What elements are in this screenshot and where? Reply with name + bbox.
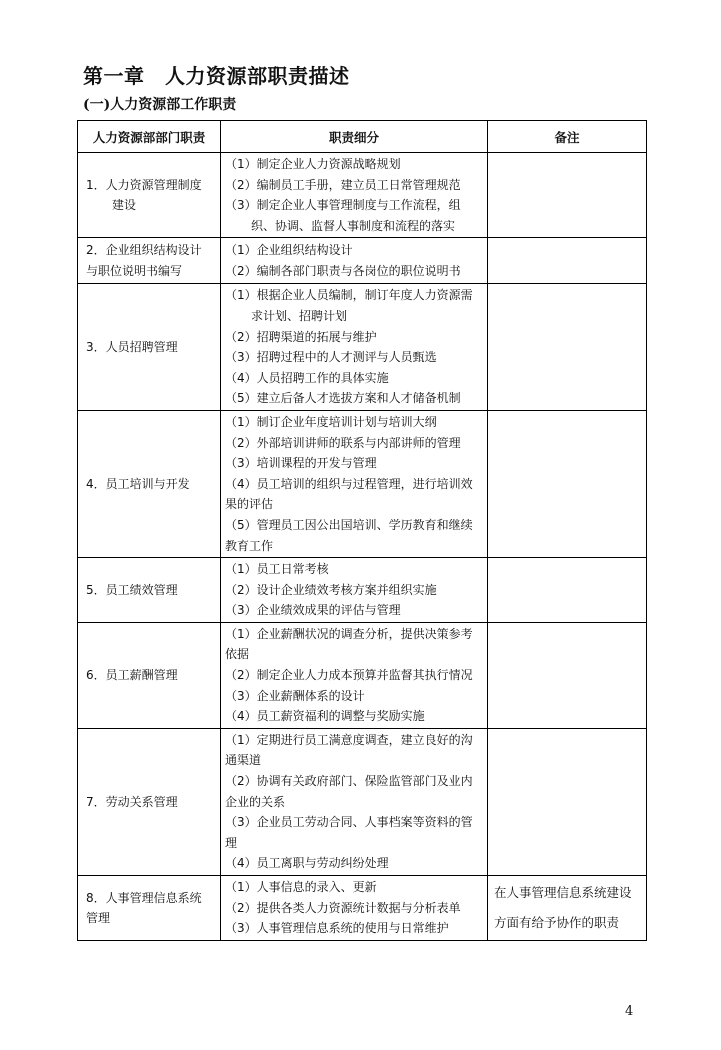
- duty-cell: 3．人员招聘管理: [78, 284, 221, 411]
- detail-line: （3）企业薪酬体系的设计: [225, 688, 365, 703]
- section-title: (一)人力资源部工作职责: [83, 97, 237, 113]
- detail-line: （3）企业员工劳动合同、人事档案等资料的管理: [225, 815, 473, 850]
- detail-line: （2）提供各类人力资源统计数据与分析表单: [225, 900, 461, 915]
- header-note: 备注: [488, 121, 647, 153]
- note-cell: [488, 238, 647, 284]
- details-cell: [221, 284, 488, 411]
- detail-line: （2）编制员工手册，建立员工日常管理规范: [225, 177, 461, 192]
- detail-line: （4）员工薪资福利的调整与奖励实施: [225, 709, 425, 724]
- details-cell: [221, 876, 488, 941]
- details-cell: [221, 558, 488, 623]
- detail-line: （3）制定企业人事管理制度与工作流程，组织、协调、监督人事制度和流程的落实: [225, 198, 461, 233]
- duty-cell: 7．劳动关系管理: [78, 728, 221, 875]
- detail-line: （4）人员招聘工作的具体实施: [225, 370, 389, 385]
- details-cell: [221, 153, 488, 238]
- detail-line: （1）人事信息的录入、更新: [225, 880, 377, 895]
- note-cell: [488, 622, 647, 728]
- duty-cell: 1．人力资源管理制度建设: [78, 153, 221, 238]
- table-row: [78, 284, 647, 411]
- page-number: 4: [625, 1004, 634, 1019]
- duties-table: [77, 120, 647, 941]
- details-cell: [221, 410, 488, 557]
- detail-line: （3）人事管理信息系统的使用与日常维护: [225, 921, 449, 936]
- detail-line: （3）企业绩效成果的评估与管理: [225, 603, 401, 618]
- duty-cell: 2．企业组织结构设计与职位说明书编写: [78, 238, 221, 284]
- details-cell: [221, 238, 488, 284]
- detail-line: （5）管理员工因公出国培训、学历教育和继续教育工作: [225, 517, 473, 553]
- note-cell: [488, 153, 647, 238]
- detail-line: （1）制订企业年度培训计划与培训大纲: [225, 414, 437, 429]
- detail-line: （4）员工离职与劳动纠纷处理: [225, 856, 389, 871]
- detail-line: （2）协调有关政府部门、保险监管部门及业内企业的关系: [225, 774, 473, 809]
- detail-line: （3）招聘过程中的人才测评与人员甄选: [225, 350, 437, 365]
- detail-line: （1）根据企业人员编制，制订年度人力资源需求计划、招聘计划: [225, 288, 473, 323]
- note-cell: [488, 728, 647, 875]
- chapter-title: 第一章 人力资源部职责描述: [83, 64, 350, 88]
- table-row: [78, 728, 647, 875]
- table-row: [78, 876, 647, 941]
- detail-line: （4）员工培训的组织与过程管理，进行培训效果的评估: [225, 476, 473, 512]
- header-duty: 人力资源部部门职责: [78, 121, 221, 153]
- detail-line: （1）企业薪酬状况的调查分析，提供决策参考依据: [225, 626, 473, 662]
- detail-line: （1）员工日常考核: [225, 562, 329, 577]
- header-details: 职责细分: [221, 121, 488, 153]
- detail-line: （3）培训课程的开发与管理: [225, 456, 377, 471]
- note-cell: [488, 558, 647, 623]
- note-cell: [488, 284, 647, 411]
- duty-cell: 6．员工薪酬管理: [78, 622, 221, 728]
- details-cell: [221, 622, 488, 728]
- detail-line: （2）编制各部门职责与各岗位的职位说明书: [225, 263, 461, 278]
- table-row: [78, 238, 647, 284]
- table-row: [78, 410, 647, 557]
- detail-line: （1）企业组织结构设计: [225, 243, 353, 258]
- table-row: [78, 153, 647, 238]
- note-cell: [488, 410, 647, 557]
- detail-line: （1）定期进行员工满意度调查，建立良好的沟通渠道: [225, 732, 473, 768]
- detail-line: （1）制定企业人力资源战略规划: [225, 157, 401, 171]
- duty-cell: 4．员工培训与开发: [78, 410, 221, 557]
- detail-line: （5）建立后备人才选拔方案和人才储备机制: [225, 391, 461, 406]
- table-row: [78, 622, 647, 728]
- note-cell: 在人事管理信息系统建设方面有给予协作的职责: [488, 876, 647, 941]
- detail-line: （2）设计企业绩效考核方案并组织实施: [225, 582, 437, 597]
- table-header-row: [78, 121, 647, 153]
- duty-cell: 8．人事管理信息系统管理: [78, 876, 221, 941]
- detail-line: （2）招聘渠道的拓展与维护: [225, 329, 377, 344]
- detail-line: （2）外部培训讲师的联系与内部讲师的管理: [225, 435, 461, 450]
- details-cell: [221, 728, 488, 875]
- table-row: [78, 558, 647, 623]
- detail-line: （2）制定企业人力成本预算并监督其执行情况: [225, 668, 473, 683]
- duty-cell: 5．员工绩效管理: [78, 558, 221, 623]
